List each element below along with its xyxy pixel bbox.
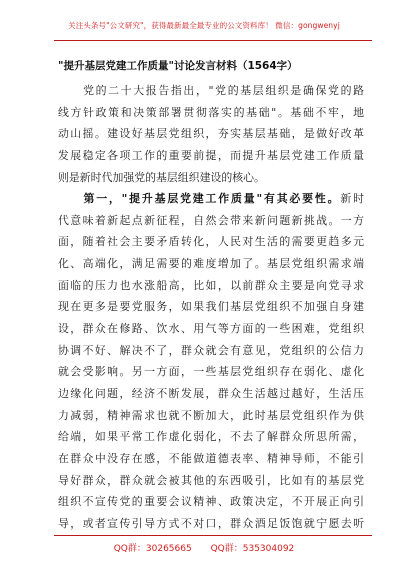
paragraph-line: 则是新时代加强党的基层组织建设的核心。 [58,170,265,184]
paragraph-line: 代意味着新起点新征程，自然会带来新问题新挑战。一方 [58,213,364,227]
paragraph-line: 化、高端化，满足需要的难度增加了。基层党组织需求端 [58,257,364,271]
paragraph-line: 党的二十大报告指出，"党的基层组织是确保党的路 [58,84,364,97]
paragraph-line: 组织不宣传党的重要会议精神、政策决定，不开展正向引 [58,495,364,509]
header-divider [54,40,372,41]
paragraph-line: 导，或者宣传引导方式不对口，群众酒足饭饱就宁愿去听 [58,516,364,530]
paragraph-line: 协调不好、解决不了，群众就会有意见，党组织的公信力 [58,343,364,357]
paragraph-line: 就会受影响。另一方面，一些基层党组织存在弱化、虚化 [58,365,364,379]
paragraph-line: 边缘化问题，经济不断发展，群众生活越过越好，生活压 [58,386,364,400]
paragraph-line: 动山摇。建设好基层党组织，夯实基层基础，是做好改革 [58,127,364,141]
footer [0,541,408,554]
paragraph-line: 现在更多是要党服务，如果我们基层党组织不加强自身建 [58,300,364,314]
footer-qq-group-1: QQ群：30265665 [113,544,192,554]
header-banner: 关注头条号"公文研究"，获得最新最全最专业的公文资料库！ 微信：gongwenyj [68,21,340,30]
paragraph-line: 力减弱，精神需求也就不断加大，此时基层党组织作为供 [58,408,364,422]
paragraph-line: 给端，如果平常工作虚化弱化，不去了解群众所思所需， [58,430,364,444]
paragraph-text: 新时 [340,192,364,206]
paragraph-line: 导好群众，群众就会被其他的东西吸引，比如有的基层党 [58,473,364,487]
paragraph-line: 面，随着社会主要矛盾转化，人民对生活的需要更趋多元 [58,235,364,249]
section-heading: 第一，"提升基层党建工作质量"有其必要性。 [58,192,341,206]
paragraph-line: 面临的压力也水涨船高，比如，以前群众主要是向党寻求 [58,278,364,292]
paragraph-line: 线方针政策和决策部署贯彻落实的基础"。基础不牢，地 [58,105,364,119]
paragraph-line: 在群众中没存在感，不能做道德表率、精神导师，不能引 [58,451,364,465]
paragraph-line: 设，群众在修路、饮水、用气等方面的一些困难，党组织 [58,322,364,336]
document-title: "提升基层党建工作质量"讨论发言材料（1564字） [58,60,298,72]
footer-divider [54,535,372,536]
paragraph-line [58,188,364,210]
paragraph-line: 发展稳定各项工作的重要前提，而提升基层党建工作质量 [58,148,364,162]
document-body [58,80,364,534]
footer-qq-group-2: QQ群：535304092 [210,544,295,554]
